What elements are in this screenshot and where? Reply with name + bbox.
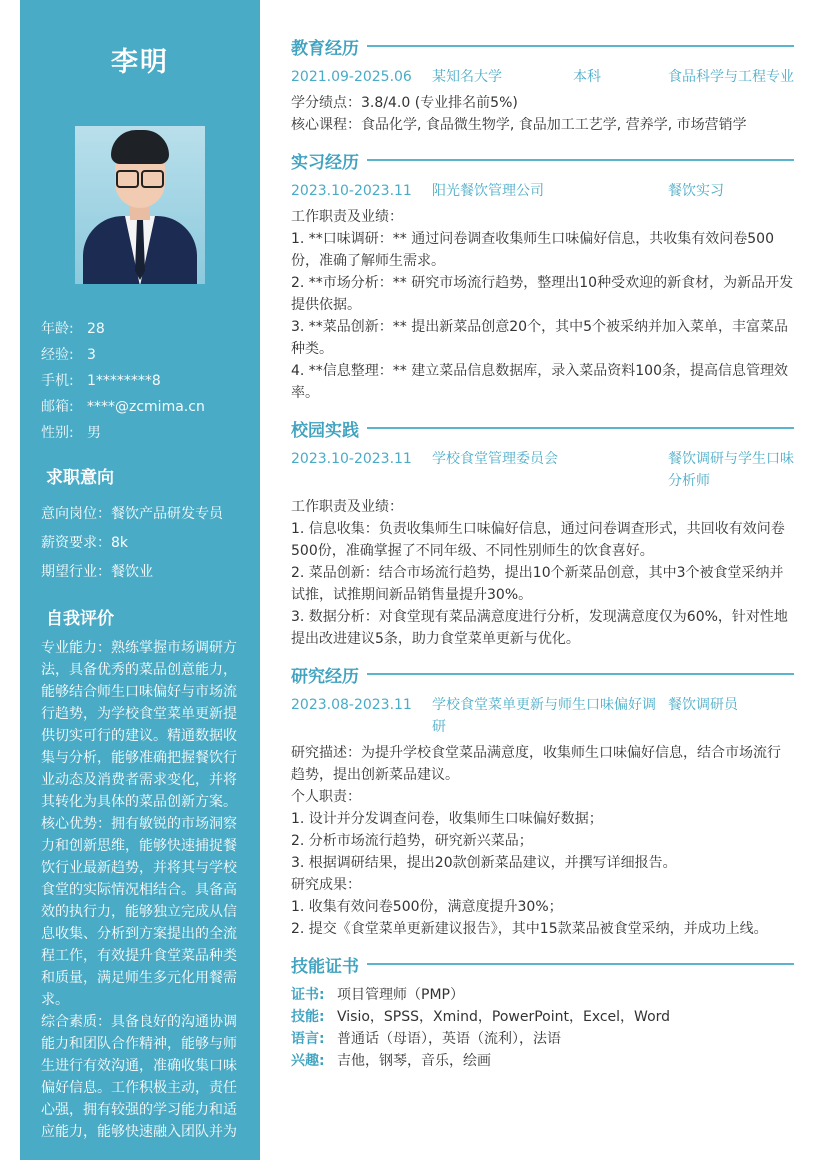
info-value: 1********8 [87, 373, 161, 389]
skills-section [291, 948, 794, 1072]
section-title: 技能证书 [291, 956, 359, 977]
body-line: 2. 分析市场流行趋势，研究新兴菜品； [291, 833, 533, 849]
section-divider [367, 159, 794, 161]
entry-role: 餐饮调研员 [668, 697, 738, 713]
entry-body [291, 92, 794, 136]
info-value: 3 [87, 347, 96, 363]
self-eval-paragraph: 核心优势：拥有敏锐的市场洞察力和创新思维，能够快速捕捉餐饮行业最新趋势，并将其与学校食堂的实际情况相结合。具备高效的执行力，能够独立完成从信息收集、分析到方案提出的全流程工作，有效提升食堂菜品种类和质量，满足师生多元化用餐需求。 [41, 816, 237, 1008]
personal-info [20, 316, 260, 446]
body-line: 核心课程：食品化学, 食品微生物学, 食品加工工艺学, 营养学, 市场营销学 [291, 117, 747, 133]
body-line: 个人职责： [291, 789, 361, 805]
skill-row-cert [291, 984, 794, 1006]
skill-row-hobby [291, 1050, 794, 1072]
entry-header [291, 448, 794, 492]
info-row-experience [41, 342, 260, 368]
info-label: 经验: [41, 347, 74, 363]
entry-date: 2021.09-2025.06 [291, 69, 412, 85]
info-label: 邮箱: [41, 399, 74, 415]
section-title: 研究经历 [291, 666, 359, 687]
sidebar [20, 0, 260, 1160]
info-row-gender [41, 420, 260, 446]
section-title: 实习经历 [291, 152, 359, 173]
campus-section [291, 412, 794, 650]
entry-header [291, 694, 794, 738]
candidate-name: 李明 [111, 47, 169, 78]
skills-list [291, 984, 794, 1072]
body-line: 研究成果： [291, 877, 361, 893]
body-line: 3. 根据调研结果，提出20款创新菜品建议，并撰写详细报告。 [291, 855, 677, 871]
skill-value: Visio，SPSS，Xmind，PowerPoint，Excel，Word [337, 1009, 671, 1025]
entry-body [291, 496, 794, 650]
main-content [291, 30, 794, 1080]
skill-value: 普通话（母语），英语（流利），法语 [337, 1031, 561, 1047]
entry-body [291, 742, 794, 940]
intent-position: 意向岗位：餐饮产品研发专员 [41, 506, 223, 522]
body-line: 3. **菜品创新：** 提出新菜品创意20个，其中5个被采纳并加入菜单，丰富菜品种类。 [291, 319, 788, 357]
self-eval-paragraph: 综合素质：具备良好的沟通协调能力和团队合作精神，能够与师生进行有效沟通，准确收集口味偏好信息。工作积极主动，责任心强，拥有较强的学习能力和适应能力，能够快速融入团队并为 [41, 1014, 237, 1140]
skill-label: 证书: [291, 987, 325, 1003]
skill-label: 技能: [291, 1009, 325, 1025]
entry-body [291, 206, 794, 404]
section-divider [367, 427, 794, 429]
entry-major: 食品科学与工程专业 [668, 69, 794, 85]
skill-value: 项目管理师（PMP） [337, 987, 464, 1003]
section-divider [367, 673, 794, 675]
body-line: 1. 设计并分发调查问卷，收集师生口味偏好数据； [291, 811, 603, 827]
self-eval-paragraph: 专业能力：熟练掌握市场调研方法，具备优秀的菜品创意能力，能够结合师生口味偏好与市场流行趋势，为学校食堂菜单更新提供切实可行的建议。精通数据收集与分析，能够准确把握餐饮行业动态及消费者需求变化，并将其转化为具体的菜品创新方案。 [41, 640, 237, 810]
entry-date: 2023.10-2023.11 [291, 451, 412, 467]
education-section [291, 30, 794, 136]
entry-date: 2023.10-2023.11 [291, 183, 412, 199]
entry-project: 学校食堂菜单更新与师生口味偏好调研 [432, 697, 656, 735]
research-section [291, 658, 794, 940]
entry-role: 餐饮实习 [668, 183, 724, 199]
body-line: 工作职责及业绩： [291, 209, 403, 225]
body-line: 2. 菜品创新：结合市场流行趋势，提出10个新菜品创意，其中3个被食堂采纳并试推，试推期间新品销售量提升30%。 [291, 565, 784, 603]
body-line: 2. **市场分析：** 研究市场流行趋势，整理出10种受欢迎的新食材，为新品开发提供依据。 [291, 275, 794, 313]
body-line: 3. 数据分析：对食堂现有菜品满意度进行分析，发现满意度仅为60%，针对性地提出改进建议5条，助力食堂菜单更新与优化。 [291, 609, 788, 647]
internship-section [291, 144, 794, 404]
skill-row-tools [291, 1006, 794, 1028]
body-line: 1. 信息收集：负责收集师生口味偏好信息，通过问卷调查形式，共回收有效问卷500份，准确掌握了不同年级、不同性别师生的饮食喜好。 [291, 521, 785, 559]
intent-industry: 期望行业：餐饮业 [41, 564, 153, 580]
entry-role: 餐饮调研与学生口味分析师 [668, 451, 794, 489]
body-line: 1. 收集有效问卷500份，满意度提升30%； [291, 899, 563, 915]
body-line: 4. **信息整理：** 建立菜品信息数据库，录入菜品资料100条，提高信息管理效率。 [291, 363, 788, 401]
section-divider [367, 963, 794, 965]
body-line: 1. **口味调研：** 通过问卷调查收集师生口味偏好信息，共收集有效问卷500份，准确了解师生需求。 [291, 231, 774, 269]
body-line: 工作职责及业绩： [291, 499, 403, 515]
intent-heading: 求职意向 [46, 468, 114, 488]
entry-degree: 本科 [573, 69, 601, 85]
info-row-phone [41, 368, 260, 394]
entry-header [291, 66, 794, 88]
info-label: 手机: [41, 373, 74, 389]
body-line: 学分绩点：3.8/4.0 (专业排名前5%) [291, 95, 518, 111]
section-title: 教育经历 [291, 38, 359, 59]
skill-value: 吉他，钢琴，音乐，绘画 [337, 1053, 491, 1069]
entry-header [291, 180, 794, 202]
info-row-age [41, 316, 260, 342]
info-label: 性别: [41, 425, 74, 441]
info-row-email [41, 394, 260, 420]
profile-photo [75, 126, 205, 284]
info-value: 28 [87, 321, 105, 337]
section-title: 校园实践 [291, 420, 359, 441]
skill-row-language [291, 1028, 794, 1050]
skill-label: 兴趣: [291, 1053, 325, 1069]
info-value: 男 [87, 425, 101, 441]
info-label: 年龄: [41, 321, 74, 337]
intent-salary: 薪资要求：8k [41, 535, 129, 551]
body-line: 研究描述：为提升学校食堂菜品满意度，收集师生口味偏好信息，结合市场流行趋势，提出创新菜品建议。 [291, 745, 781, 783]
entry-school: 某知名大学 [432, 69, 502, 85]
self-eval-heading: 自我评价 [46, 609, 114, 629]
self-evaluation [20, 633, 260, 1143]
info-value: ****@zcmima.cn [87, 399, 205, 415]
skill-label: 语言: [291, 1031, 325, 1047]
job-intent [20, 500, 260, 587]
entry-org: 学校食堂管理委员会 [432, 451, 558, 467]
entry-company: 阳光餐饮管理公司 [432, 183, 544, 199]
body-line: 2. 提交《食堂菜单更新建议报告》，其中15款菜品被食堂采纳，并成功上线。 [291, 921, 768, 937]
section-divider [367, 45, 794, 47]
entry-date: 2023.08-2023.11 [291, 697, 412, 713]
